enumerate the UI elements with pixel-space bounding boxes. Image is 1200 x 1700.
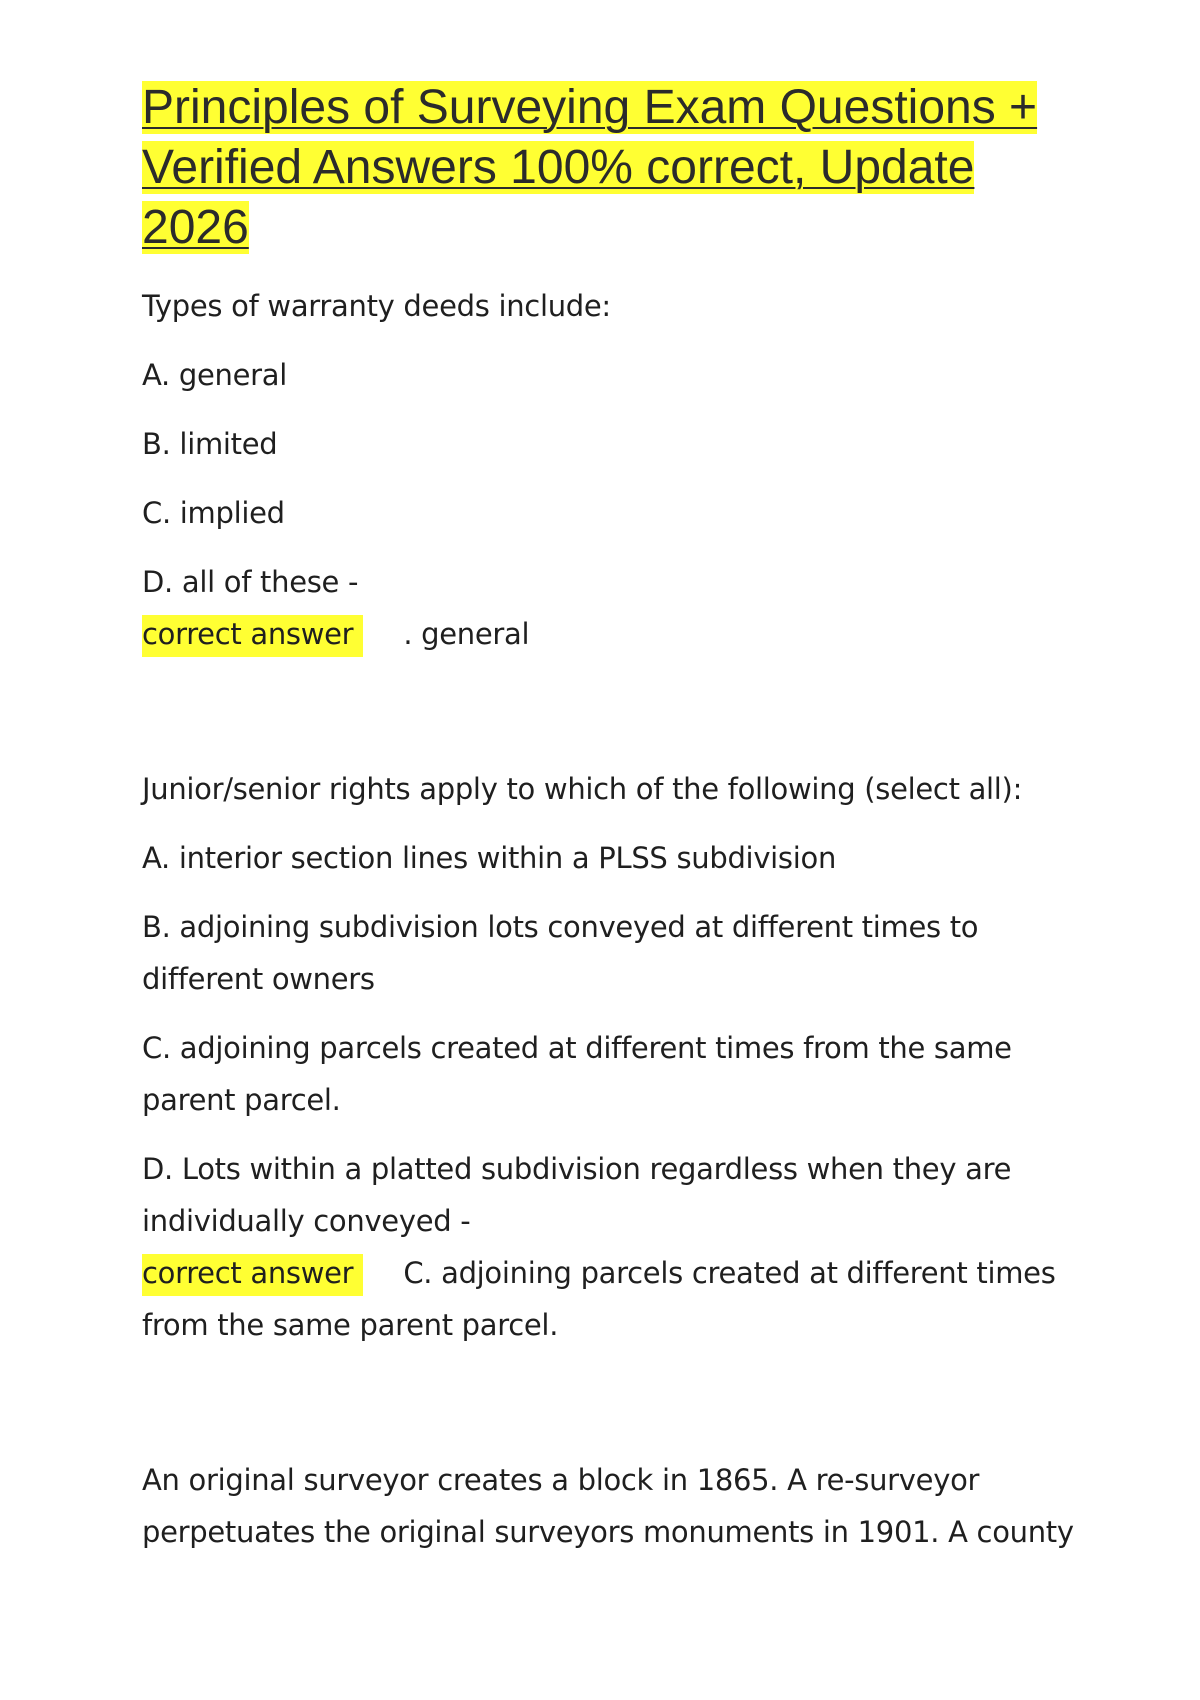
correct-answer-badge: correct answer (142, 1254, 363, 1296)
document-page (142, 78, 1082, 1575)
answer-line (142, 608, 1082, 660)
option-c: C. adjoining parcels created at different times from the same parent parcel. (142, 1031, 1012, 1117)
option-b: B. limited (142, 427, 278, 461)
option-c: C. implied (142, 496, 285, 530)
question-text: An original surveyor creates a block in 1865. A re-surveyor perpetuates the original surveyors monuments in 1901. A county (142, 1463, 1074, 1549)
question-3 (142, 1454, 1082, 1558)
question-2 (142, 763, 1082, 1351)
document-title (142, 78, 1082, 258)
question-text: Junior/senior rights apply to which of the following (select all): (142, 772, 1023, 806)
answer-line (142, 1247, 1082, 1351)
question-text: Types of warranty deeds include: (142, 289, 611, 323)
option-a: A. interior section lines within a PLSS subdivision (142, 841, 837, 875)
answer-text: C. adjoining parcels created at different times from the same parent parcel. (142, 1256, 1056, 1342)
option-d: D. Lots within a platted subdivision regardless when they are individually conveyed - (142, 1152, 1012, 1238)
correct-answer-badge: correct answer (142, 615, 363, 657)
document-title-text: Principles of Surveying Exam Questions + Verified Answers 100% correct, Update 2026 (142, 81, 1038, 254)
option-a: A. general (142, 358, 287, 392)
answer-text: . general (403, 617, 530, 651)
option-b: B. adjoining subdivision lots conveyed at different times to different owners (142, 910, 979, 996)
question-1 (142, 280, 1082, 660)
option-d: D. all of these - (142, 565, 359, 599)
